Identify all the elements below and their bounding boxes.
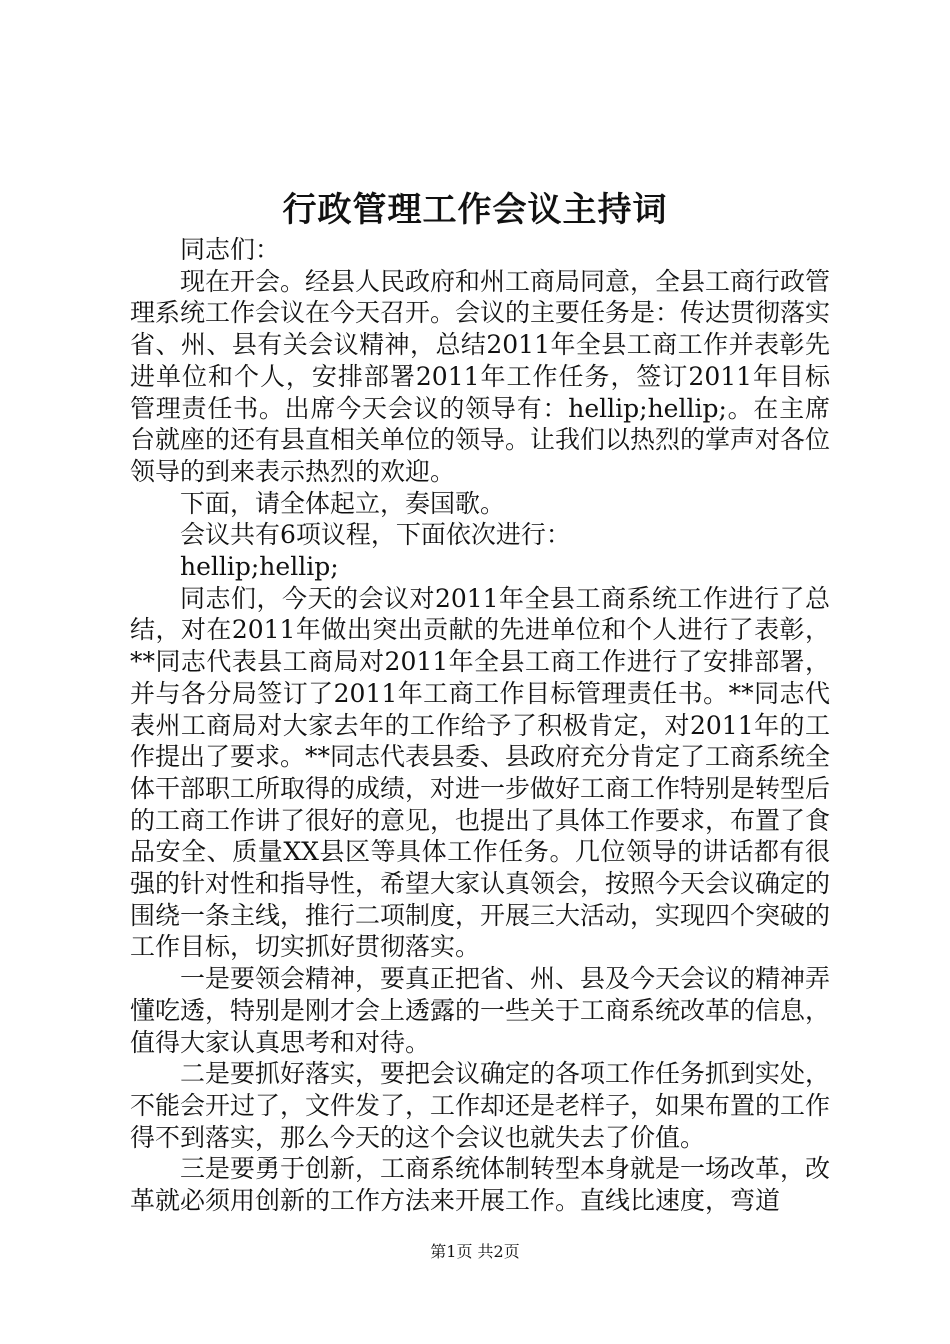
page-number-footer: 第1页 共2页 (430, 1242, 520, 1261)
paragraph-point-three: 三是要勇于创新，工商系统体制转型本身就是一场改革，改革就必须用创新的工作方法来开展工作。直线比速度，弯道 (130, 1154, 831, 1216)
paragraph-point-one: 一是要领会精神，要真正把省、州、县及今天会议的精神弄懂吃透，特别是刚才会上透露的一些关于工商系统改革的信息，值得大家认真思考和对待。 (130, 964, 831, 1057)
paragraph-opening: 现在开会。经县人民政府和州工商局同意，全县工商行政管理系统工作会议在今天召开。会议的主要任务是：传达贯彻落实省、州、县有关会议精神，总结2011年全县工商工作并表彰先进单位和个人，安排部署2011年工作任务，签订2011年目标管理责任书。出席今天会议的领导有：hellip;hellip;。在主席台就座的还有县直相关单位的领导。让我们以热烈的掌声对各位领导的到来表示热烈的欢迎。 (130, 266, 831, 486)
paragraph-summary: 同志们，今天的会议对2011年全县工商系统工作进行了总结，对在2011年做出突出贡献的先进单位和个人进行了表彰，**同志代表县工商局对2011年全县工商工作进行了安排部署，并与各分局签订了2011年工商工作目标管理责任书。**同志代表州工商局对大家去年的工作给予了积极肯定，对2011年的工作提出了要求。**同志代表县委、县政府充分肯定了工商系统全体干部职工所取得的成绩，对进一步做好工商工作特别是转型后的工商工作讲了很好的意见，也提出了具体工作要求，布置了食品安全、质量XX县区等具体工作任务。几位领导的讲话都有很强的针对性和指导性，希望大家认真领会，按照今天会议确定的围绕一条主线，推行二项制度，开展三大活动，实现四个突破的工作目标，切实抓好贯彻落实。 (130, 583, 831, 962)
paragraph-anthem: 下面，请全体起立，奏国歌。 (180, 488, 506, 518)
paragraph-ellipsis: hellip;hellip; (180, 552, 339, 582)
paragraph-point-two: 二是要抓好落实，要把会议确定的各项工作任务抓到实处，不能会开过了，文件发了，工作却还是老样子，如果布置的工作得不到落实，那么今天的这个会议也就失去了价值。 (130, 1059, 831, 1152)
paragraph-greeting: 同志们： (180, 235, 281, 264)
document-body (130, 234, 830, 1217)
paragraph-agenda: 会议共有6项议程，下面依次进行： (180, 520, 571, 550)
document-title: 行政管理工作会议主持词 (282, 190, 668, 230)
